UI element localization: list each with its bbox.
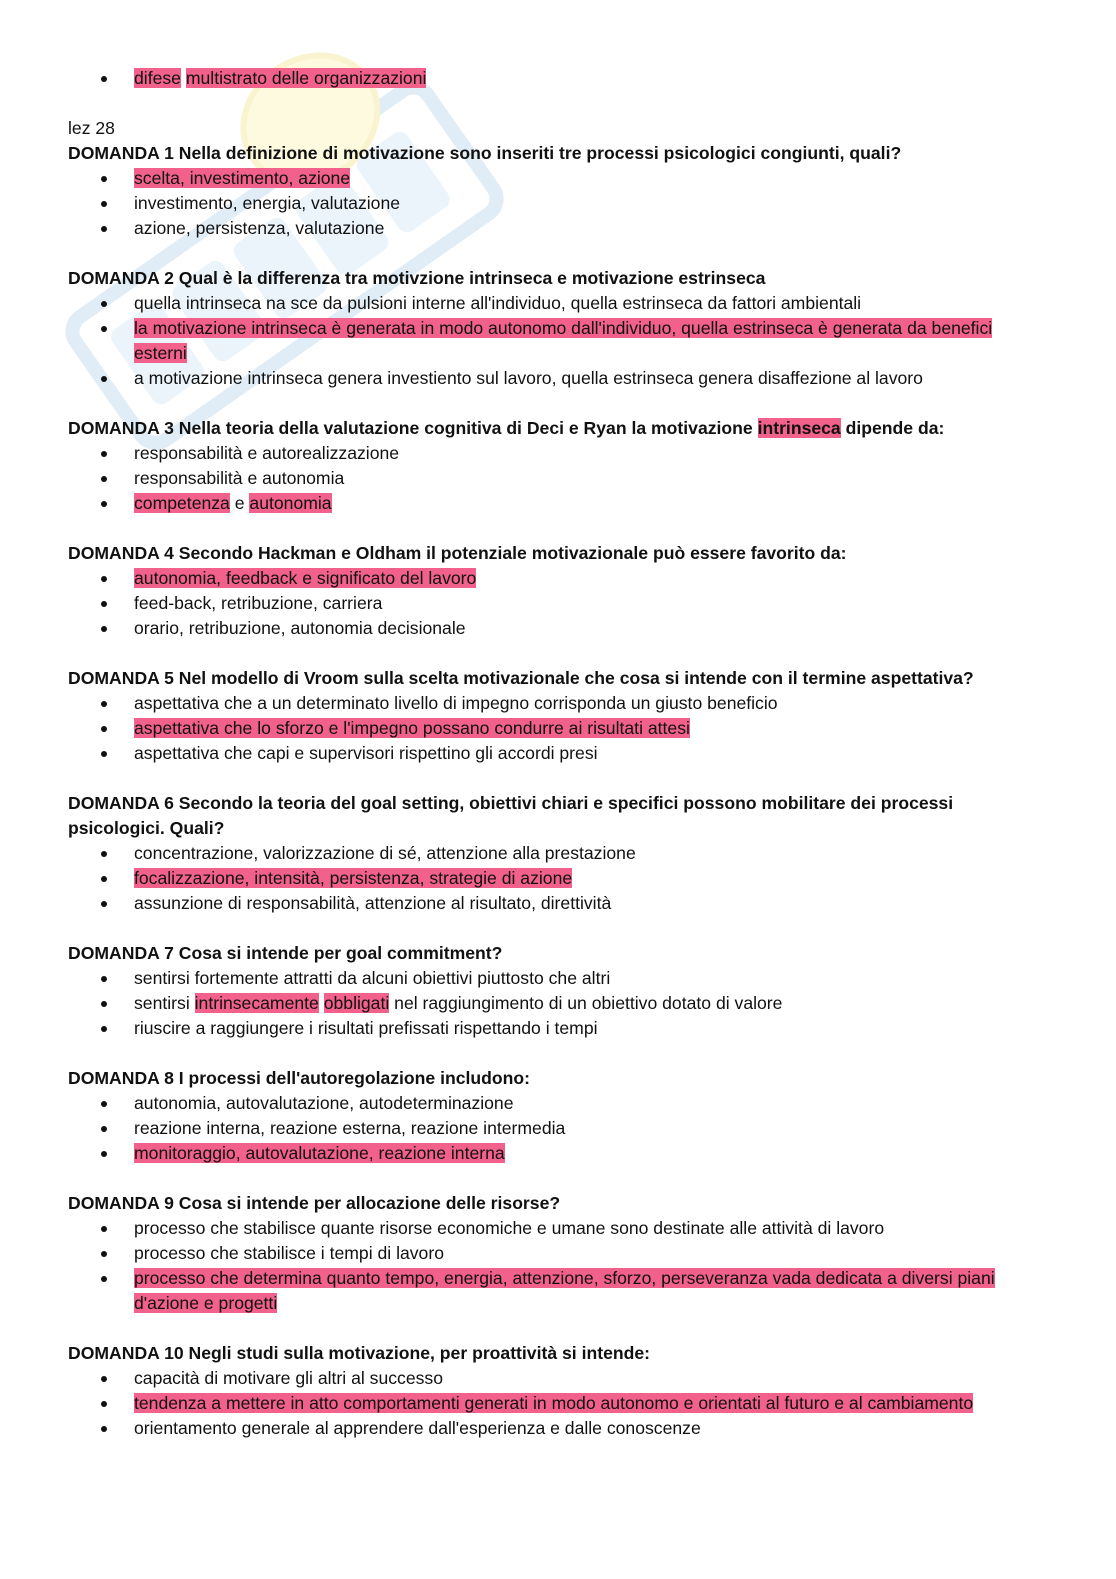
answer-option (68, 316, 1028, 366)
answer-option (68, 691, 1028, 716)
answer-option (68, 891, 1028, 916)
question-block (68, 1341, 1028, 1441)
text-run: nel raggiungimento di un obiettivo dotato di valore (389, 993, 783, 1013)
lesson-label: lez 28 (68, 118, 115, 138)
answer-option (68, 1391, 1028, 1416)
question-block (68, 416, 1028, 516)
list-item (68, 66, 1028, 91)
highlighted-text: la motivazione intrinseca è generata in modo autonomo dall'individuo, quella estrinseca è generata da benefici esterni (134, 318, 993, 363)
answer-option (68, 1091, 1028, 1116)
text-run: processo che stabilisce i tempi di lavoro (134, 1243, 444, 1263)
answer-option (68, 1116, 1028, 1141)
answer-options (68, 1366, 1028, 1441)
answer-option (68, 166, 1028, 191)
answer-option (68, 616, 1028, 641)
highlighted-text: aspettativa che lo sforzo e l'impegno possano condurre ai risultati attesi (134, 718, 690, 738)
answer-options (68, 691, 1028, 766)
answer-option (68, 1241, 1028, 1266)
text-run: processo che stabilisce quante risorse economiche e umane sono destinate alle attività di lavoro (134, 1218, 885, 1238)
question-block (68, 941, 1028, 1041)
text-run: sentirsi (134, 993, 195, 1013)
text-run: responsabilità e autorealizzazione (134, 443, 400, 463)
answer-options (68, 1216, 1028, 1316)
answer-options (68, 441, 1028, 516)
answer-option (68, 291, 1028, 316)
text-run: concentrazione, valorizzazione di sé, attenzione alla prestazione (134, 843, 636, 863)
question-title: DOMANDA 8 I processi dell'autoregolazione includono: (68, 1068, 530, 1088)
text-run: quella intrinseca na sce da pulsioni interne all'individuo, quella estrinseca da fattori ambientali (134, 293, 862, 313)
question-title: DOMANDA 9 Cosa si intende per allocazione delle risorse? (68, 1193, 561, 1213)
answer-options (68, 291, 1028, 391)
questions-container (68, 141, 1028, 1441)
highlighted-text: monitoraggio, autovalutazione, reazione interna (134, 1143, 505, 1163)
text-run: orario, retribuzione, autonomia decisionale (134, 618, 466, 638)
highlighted-text: scelta, investimento, azione (134, 168, 351, 188)
answer-option (68, 591, 1028, 616)
question-title: DOMANDA 4 Secondo Hackman e Oldham il potenziale motivazionale può essere favorito da: (68, 543, 847, 563)
text-run (319, 993, 324, 1013)
text-run: azione, persistenza, valutazione (134, 218, 385, 238)
highlighted-text: intrinseca (757, 418, 841, 438)
document-page (68, 66, 1028, 1466)
text-run: orientamento generale al apprendere dall'esperienza e dalle conoscenze (134, 1418, 701, 1438)
question-title: DOMANDA 7 Cosa si intende per goal commitment? (68, 943, 503, 963)
text-run: responsabilità e autonomia (134, 468, 345, 488)
answer-option (68, 216, 1028, 241)
highlighted-text: autonomia (249, 493, 332, 513)
answer-option (68, 1141, 1028, 1166)
question-block (68, 666, 1028, 766)
answer-option (68, 491, 1028, 516)
answer-option (68, 991, 1028, 1016)
answer-option (68, 441, 1028, 466)
question-title: DOMANDA 10 Negli studi sulla motivazione, per proattività si intende: (68, 1343, 650, 1363)
question-block (68, 266, 1028, 391)
highlighted-text: processo che determina quanto tempo, energia, attenzione, sforzo, perseveranza vada dedicata a diversi piani d'azione e progetti (134, 1268, 995, 1313)
answer-option (68, 841, 1028, 866)
answer-options (68, 166, 1028, 241)
answer-option (68, 966, 1028, 991)
question-title: DOMANDA 5 Nel modello di Vroom sulla scelta motivazionale che cosa si intende con il termine aspettativa? (68, 668, 974, 688)
question-block (68, 1066, 1028, 1166)
answer-option (68, 1266, 1028, 1316)
highlighted-text: multistrato delle organizzazioni (185, 68, 427, 88)
text-run: autonomia, autovalutazione, autodeterminazione (134, 1093, 514, 1113)
question-block (68, 541, 1028, 641)
text-run: capacità di motivare gli altri al successo (134, 1368, 443, 1388)
question-title (68, 416, 1028, 441)
answer-options (68, 1091, 1028, 1166)
text-run: aspettativa che capi e supervisori rispettino gli accordi presi (134, 743, 598, 763)
answer-options (68, 566, 1028, 641)
answer-options (68, 966, 1028, 1041)
highlighted-text: intrinsecamente (194, 993, 319, 1013)
text-run: aspettativa che a un determinato livello di impegno corrisponda un giusto beneficio (134, 693, 778, 713)
answer-option (68, 1216, 1028, 1241)
question-block (68, 1191, 1028, 1316)
answer-option (68, 466, 1028, 491)
text-run: sentirsi fortemente attratti da alcuni obiettivi piuttosto che altri (134, 968, 611, 988)
highlighted-text: focalizzazione, intensità, persistenza, strategie di azione (134, 868, 573, 888)
answer-option (68, 566, 1028, 591)
answer-option (68, 741, 1028, 766)
text-run: investimento, energia, valutazione (134, 193, 401, 213)
highlighted-text: autonomia, feedback e significato del lavoro (134, 568, 477, 588)
question-title: DOMANDA 1 Nella definizione di motivazione sono inseriti tre processi psicologici congiunti, quali? (68, 143, 902, 163)
text-run: DOMANDA 3 Nella teoria della valutazione cognitiva di Deci e Ryan la motivazione (68, 418, 758, 438)
text-run: feed-back, retribuzione, carriera (134, 593, 383, 613)
highlighted-text: difese (134, 68, 181, 88)
carryover-list (68, 66, 1028, 91)
question-block (68, 791, 1028, 916)
question-title: DOMANDA 6 Secondo la teoria del goal setting, obiettivi chiari e specifici possono mobilitare dei processi psicologici. Quali? (68, 793, 954, 838)
question-title: DOMANDA 2 Qual è la differenza tra motivzione intrinseca e motivazione estrinseca (68, 268, 766, 288)
answer-option (68, 1416, 1028, 1441)
answer-option (68, 1016, 1028, 1041)
answer-option (68, 1366, 1028, 1391)
answer-option (68, 366, 1028, 391)
answer-option (68, 191, 1028, 216)
highlighted-text: competenza (134, 493, 230, 513)
text-run: reazione interna, reazione esterna, reazione intermedia (134, 1118, 566, 1138)
answer-options (68, 841, 1028, 916)
text-run: assunzione di responsabilità, attenzione al risultato, direttività (134, 893, 612, 913)
answer-option (68, 866, 1028, 891)
highlighted-text: tendenza a mettere in atto comportamenti generati in modo autonomo e orientati al futuro e al cambiamento (134, 1393, 974, 1413)
text-run: riuscire a raggiungere i risultati prefissati rispettando i tempi (134, 1018, 598, 1038)
text-run: e (229, 493, 250, 513)
text-run: a motivazione intrinseca genera investiento sul lavoro, quella estrinseca genera disaffezione al lavoro (134, 368, 923, 388)
answer-option (68, 716, 1028, 741)
highlighted-text: obbligati (323, 993, 390, 1013)
question-block (68, 141, 1028, 241)
text-run: dipende da: (840, 418, 945, 438)
